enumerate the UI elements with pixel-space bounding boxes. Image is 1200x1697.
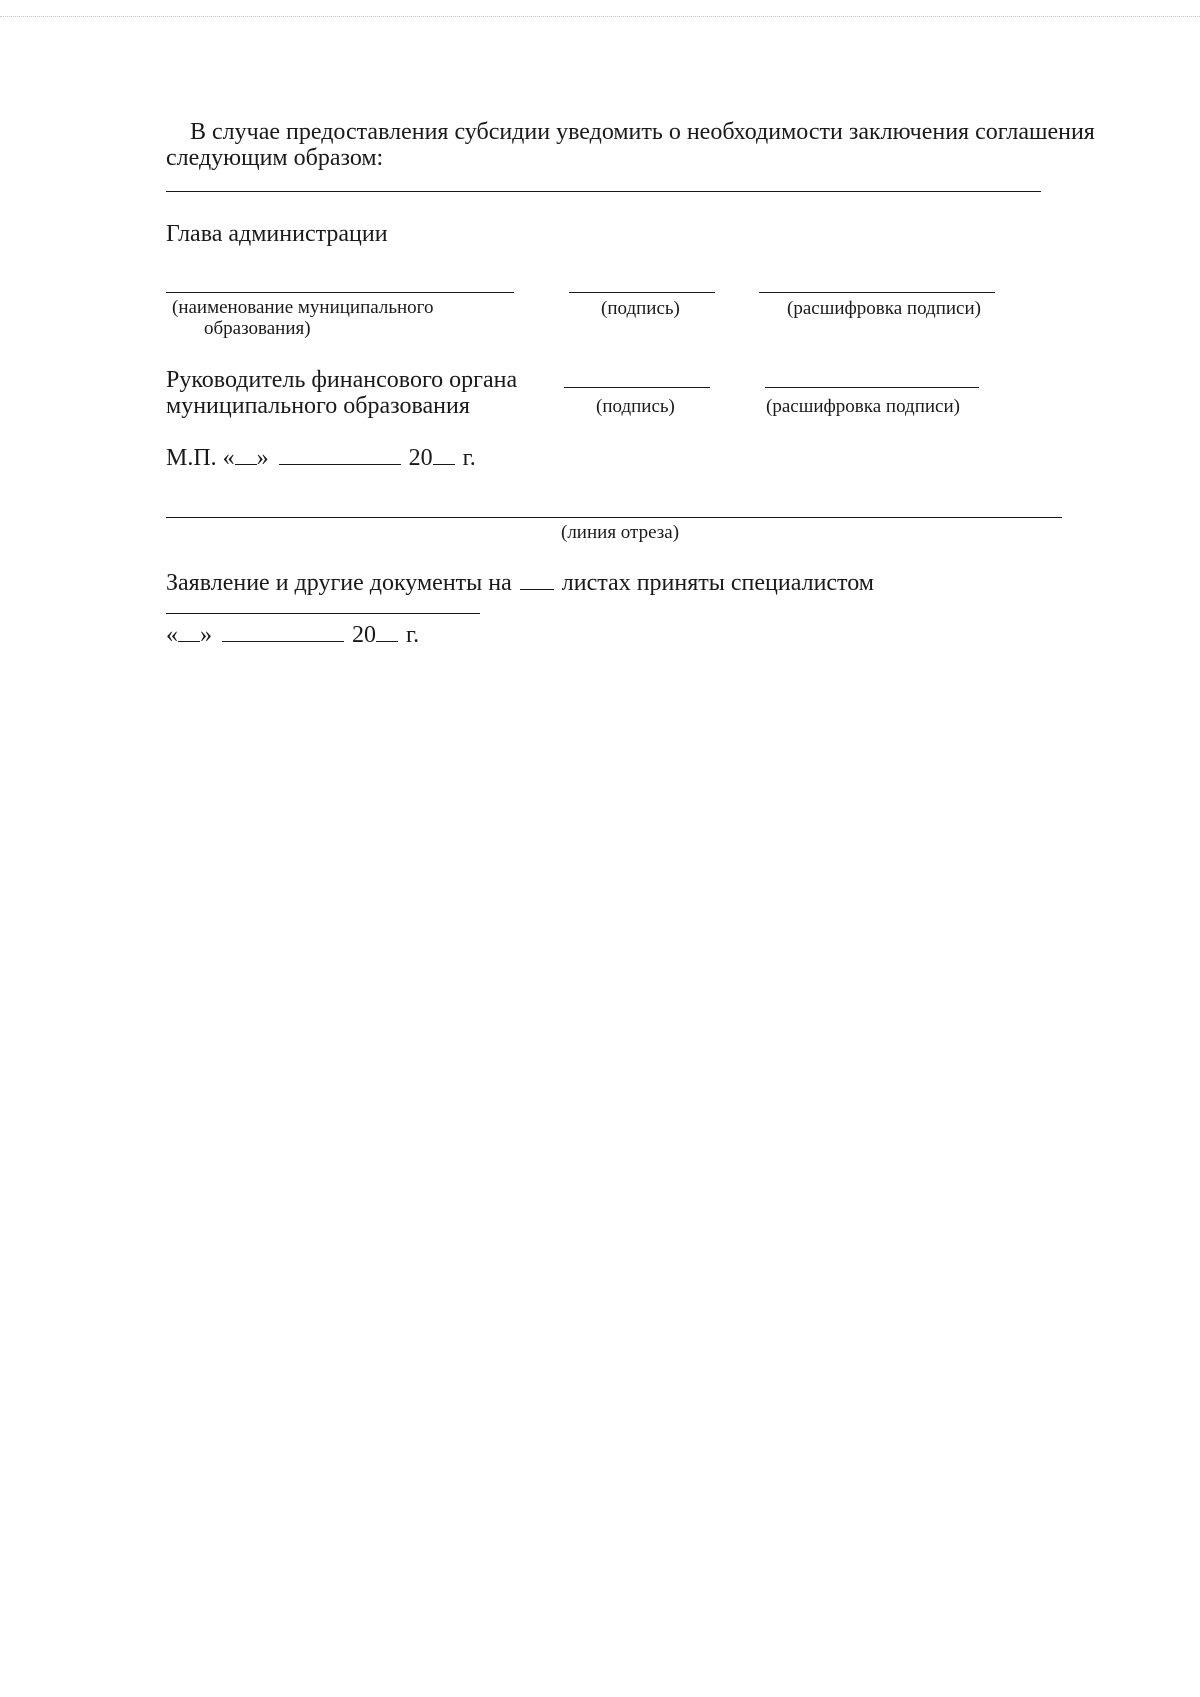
stamp-month-blank[interactable] <box>279 463 401 465</box>
head-admin-signature-line[interactable] <box>569 292 715 293</box>
receipt-date-close: » <box>200 622 212 648</box>
stamp-prefix: М.П. « <box>166 445 235 471</box>
notice-line-2: следующим образом: <box>166 145 384 171</box>
finance-head-decoding-caption: (расшифровка подписи) <box>766 396 960 417</box>
cut-line <box>166 517 1062 518</box>
finance-head-title-line-2: муниципального образования <box>166 393 470 419</box>
receipt-month-blank[interactable] <box>222 640 344 642</box>
receipt-year-prefix: 20 <box>352 622 376 648</box>
finance-head-title-line-1: Руководитель финансового органа <box>166 367 518 393</box>
specialist-name-line[interactable] <box>166 613 480 614</box>
receipt-sheets-blank[interactable] <box>520 588 554 590</box>
municipality-caption-line-2: образования) <box>204 318 311 339</box>
stamp-year-blank[interactable] <box>433 463 455 465</box>
cut-line-caption: (линия отреза) <box>561 522 680 543</box>
municipality-caption-line-1: (наименование муниципального <box>172 297 434 318</box>
stamp-close-quote: » <box>256 445 269 471</box>
receipt-statement <box>166 571 874 595</box>
notice-line-1: В случае предоставления субсидии уведомить о необходимости заключения соглашения <box>190 119 1095 145</box>
receipt-date-line <box>166 623 419 647</box>
receipt-date-open: « <box>166 622 178 648</box>
finance-head-decoding-line[interactable] <box>765 387 979 388</box>
head-admin-title: Глава администрации <box>166 221 388 247</box>
receipt-text-end: листах приняты специалистом <box>561 570 874 596</box>
head-admin-decoding-line[interactable] <box>759 292 995 293</box>
stamp-day-blank[interactable] <box>235 463 257 465</box>
receipt-year-blank[interactable] <box>376 640 398 642</box>
stamp-year-suffix: г. <box>462 445 476 471</box>
municipality-name-line[interactable] <box>166 292 514 293</box>
finance-head-signature-caption: (подпись) <box>596 396 675 417</box>
head-admin-decoding-caption: (расшифровка подписи) <box>787 298 981 319</box>
page-top-edge <box>0 16 1200 17</box>
notice-answer-line[interactable] <box>166 191 1041 192</box>
stamp-year-prefix: 20 <box>408 445 433 471</box>
stamp-date-line <box>166 446 476 470</box>
finance-head-signature-line[interactable] <box>564 387 710 388</box>
head-admin-signature-caption: (подпись) <box>601 298 680 319</box>
receipt-day-blank[interactable] <box>178 640 200 642</box>
receipt-text-start: Заявление и другие документы на <box>166 570 512 596</box>
receipt-year-suffix: г. <box>406 622 420 648</box>
